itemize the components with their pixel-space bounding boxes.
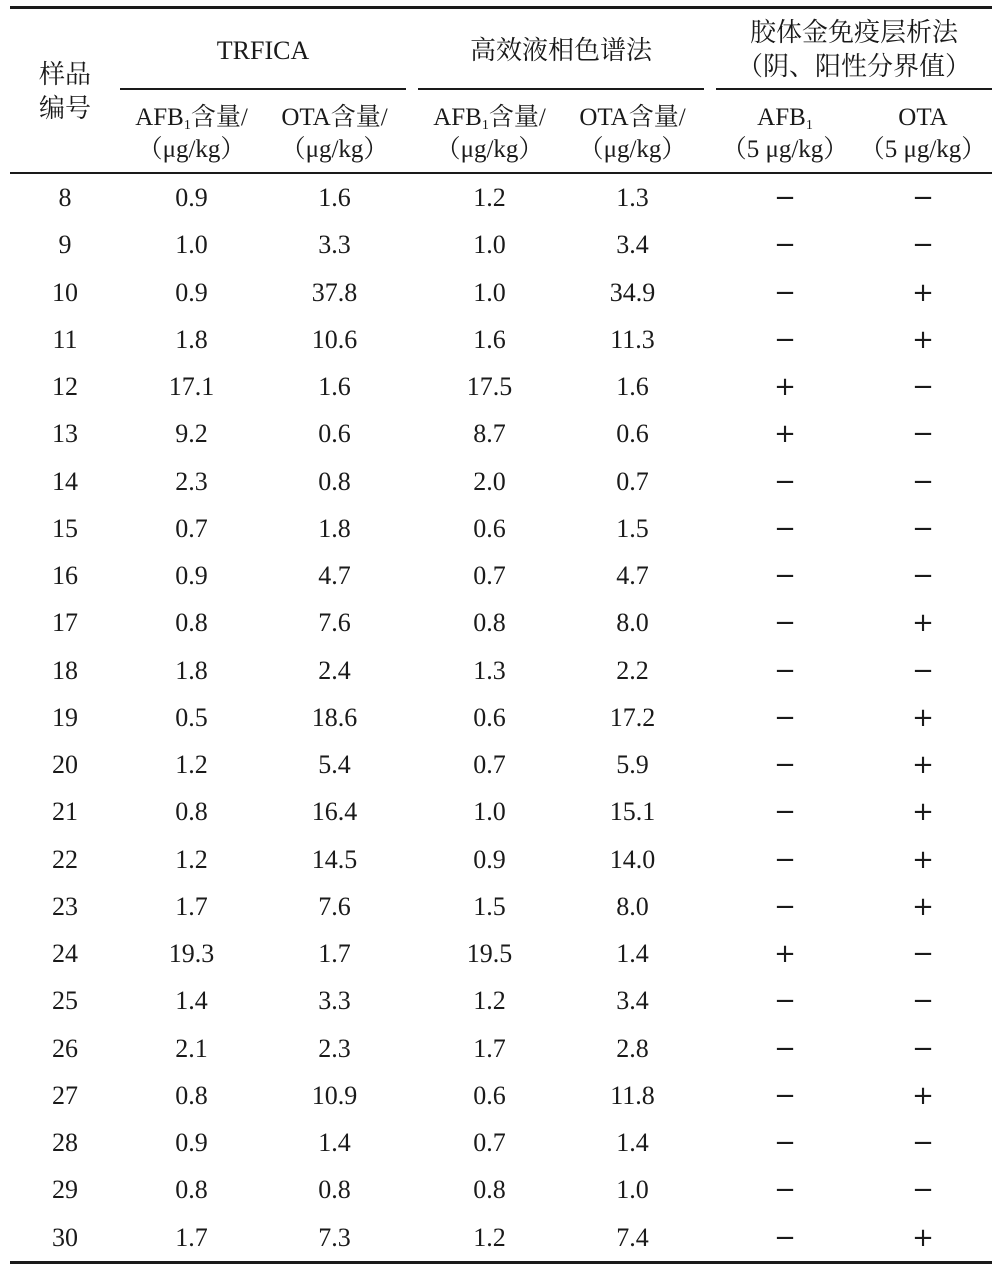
afb-subscript: 1 xyxy=(481,118,489,133)
cell-hplc-afb1: 0.8 xyxy=(473,1175,506,1205)
cell-trfica-afb1: 0.5 xyxy=(175,702,208,732)
cell-gicl-ota: + xyxy=(912,891,934,922)
cell-sample-no: 10 xyxy=(52,277,78,307)
cell-hplc-afb1: 1.2 xyxy=(473,183,506,212)
cell-trfica-afb1: 0.8 xyxy=(175,1175,208,1205)
cell-gicl-afb1: − xyxy=(774,608,796,639)
header-sample-no xyxy=(10,58,120,126)
cell-sample-no: 24 xyxy=(52,939,78,968)
cell-hplc-afb1: 0.6 xyxy=(473,702,506,732)
cell-gicl-ota: − xyxy=(912,230,934,261)
cell-sample-no: 22 xyxy=(52,844,78,874)
cell-hplc-ota: 3.4 xyxy=(616,986,649,1016)
cell-hplc-ota: 1.4 xyxy=(616,939,649,968)
cell-trfica-afb1: 0.7 xyxy=(175,513,208,543)
cell-gicl-ota: − xyxy=(912,1128,934,1158)
cell-hplc-afb1: 0.7 xyxy=(473,561,506,590)
cell-trfica-afb1: 1.8 xyxy=(175,324,208,354)
cell-trfica-ota: 7.3 xyxy=(318,1222,351,1252)
cell-gicl-afb1: − xyxy=(774,1175,796,1206)
cell-trfica-afb1: 0.9 xyxy=(175,277,208,307)
cell-hplc-afb1: 0.7 xyxy=(473,750,506,779)
cell-hplc-afb1: 8.7 xyxy=(473,419,506,449)
cell-sample-no: 16 xyxy=(52,561,78,590)
cell-gicl-ota: + xyxy=(912,702,934,733)
cell-hplc-afb1: 1.3 xyxy=(473,655,506,685)
cell-gicl-ota: − xyxy=(912,466,934,497)
cell-gicl-ota: − xyxy=(912,561,934,591)
cell-hplc-ota: 7.4 xyxy=(616,1222,649,1252)
cell-hplc-ota: 5.9 xyxy=(616,750,649,779)
cell-trfica-ota: 18.6 xyxy=(311,702,358,732)
cell-gicl-afb1: − xyxy=(774,183,796,213)
cell-hplc-afb1: 0.7 xyxy=(473,1128,506,1157)
cell-sample-no: 8 xyxy=(58,183,72,212)
cell-hplc-ota: 1.5 xyxy=(616,513,649,543)
unit-label: （μg/kg） xyxy=(280,136,389,163)
cell-hplc-afb1: 1.0 xyxy=(473,277,506,307)
cell-trfica-ota: 7.6 xyxy=(318,608,351,638)
cell-gicl-afb1: − xyxy=(774,277,796,308)
cell-hplc-afb1: 1.2 xyxy=(473,1222,506,1252)
cell-trfica-ota: 1.6 xyxy=(318,183,351,212)
cell-sample-no: 21 xyxy=(52,797,78,827)
cell-gicl-ota: + xyxy=(912,797,934,828)
cell-gicl-afb1: − xyxy=(774,230,796,261)
cell-hplc-ota: 0.6 xyxy=(616,419,649,449)
cell-gicl-afb1: + xyxy=(774,419,796,450)
cell-gicl-ota: − xyxy=(912,372,934,402)
cell-trfica-ota: 14.5 xyxy=(311,844,358,874)
cell-trfica-ota: 10.6 xyxy=(311,324,358,354)
cell-trfica-ota: 2.3 xyxy=(318,1033,351,1063)
cell-trfica-ota: 1.8 xyxy=(318,513,351,543)
ota-prefix: OTA xyxy=(281,104,331,131)
cell-trfica-ota: 0.6 xyxy=(318,419,351,449)
cell-sample-no: 11 xyxy=(52,324,78,354)
cell-gicl-afb1: − xyxy=(774,513,796,544)
header-gicl-ota xyxy=(854,102,992,166)
cell-trfica-afb1: 1.4 xyxy=(175,986,208,1016)
cell-hplc-ota: 8.0 xyxy=(616,891,649,921)
cell-sample-no: 17 xyxy=(52,608,78,638)
cell-hplc-afb1: 0.8 xyxy=(473,608,506,638)
cell-gicl-ota: − xyxy=(912,183,934,213)
cell-hplc-afb1: 1.2 xyxy=(473,986,506,1016)
cell-gicl-ota: + xyxy=(912,324,934,355)
cell-gicl-afb1: − xyxy=(774,1222,796,1253)
cutoff-unit-label: （5 μg/kg） xyxy=(721,136,849,163)
cell-gicl-ota: − xyxy=(912,939,934,969)
cell-sample-no: 20 xyxy=(52,750,78,779)
cell-gicl-afb1: − xyxy=(774,844,796,875)
content-suffix: 含量/ xyxy=(330,104,388,131)
data-table xyxy=(10,0,992,1270)
cell-hplc-ota: 1.3 xyxy=(616,183,649,212)
cell-sample-no: 25 xyxy=(52,986,78,1016)
cell-trfica-afb1: 2.1 xyxy=(175,1033,208,1063)
cell-gicl-ota: + xyxy=(912,844,934,875)
cell-trfica-afb1: 0.9 xyxy=(175,1128,208,1157)
cell-sample-no: 19 xyxy=(52,702,78,732)
cell-sample-no: 27 xyxy=(52,1080,78,1110)
cell-hplc-ota: 17.2 xyxy=(609,702,656,732)
cell-sample-no: 23 xyxy=(52,891,78,921)
cell-sample-no: 9 xyxy=(58,230,72,260)
cell-sample-no: 30 xyxy=(52,1222,78,1252)
group-underline-hplc xyxy=(418,88,704,90)
cell-trfica-afb1: 1.7 xyxy=(175,1222,208,1252)
cell-gicl-afb1: − xyxy=(774,750,796,780)
cell-hplc-ota: 0.7 xyxy=(616,466,649,496)
cell-sample-no: 26 xyxy=(52,1033,78,1063)
header-trfica-ota xyxy=(263,102,406,166)
cell-gicl-afb1: + xyxy=(774,939,796,969)
ota-prefix: OTA xyxy=(579,104,629,131)
cell-sample-no: 18 xyxy=(52,655,78,685)
cell-hplc-afb1: 0.6 xyxy=(473,513,506,543)
cell-trfica-ota: 2.4 xyxy=(318,655,351,685)
content-suffix: 含量/ xyxy=(190,104,248,131)
cell-hplc-afb1: 17.5 xyxy=(466,372,513,401)
cell-hplc-afb1: 1.5 xyxy=(473,891,506,921)
cell-gicl-ota: − xyxy=(912,986,934,1017)
header-gicl-line1: 胶体金免疫层析法 xyxy=(749,18,958,47)
header-sample-line1: 样品 xyxy=(38,60,91,89)
cell-trfica-afb1: 0.9 xyxy=(175,561,208,590)
header-group-hplc: 高效液相色谱法 xyxy=(469,36,652,65)
cell-trfica-afb1: 1.8 xyxy=(175,655,208,685)
cell-trfica-ota: 0.8 xyxy=(318,466,351,496)
cell-gicl-afb1: + xyxy=(774,372,796,402)
cell-gicl-afb1: − xyxy=(774,891,796,922)
afb-subscript: 1 xyxy=(805,118,813,133)
cell-trfica-ota: 16.4 xyxy=(311,797,358,827)
cell-hplc-afb1: 1.7 xyxy=(473,1033,506,1063)
cell-trfica-afb1: 0.8 xyxy=(175,797,208,827)
cell-trfica-afb1: 17.1 xyxy=(168,372,215,401)
cutoff-unit-label: （5 μg/kg） xyxy=(859,136,987,163)
header-gicl-afb1 xyxy=(716,102,854,166)
cell-gicl-ota: + xyxy=(912,750,934,780)
cell-trfica-afb1: 19.3 xyxy=(168,939,215,968)
header-trfica-afb1 xyxy=(120,102,263,166)
cell-gicl-afb1: − xyxy=(774,655,796,686)
header-gicl-line2: （阴、阳性分界值） xyxy=(736,52,971,81)
cell-gicl-afb1: − xyxy=(774,702,796,733)
cell-gicl-afb1: − xyxy=(774,1033,796,1064)
cell-trfica-afb1: 0.8 xyxy=(175,1080,208,1110)
group-underline-gicl xyxy=(716,88,992,90)
cell-hplc-ota: 11.8 xyxy=(610,1080,655,1110)
cell-hplc-ota: 1.0 xyxy=(616,1175,649,1205)
unit-label: （μg/kg） xyxy=(578,136,687,163)
cell-sample-no: 28 xyxy=(52,1128,78,1157)
cell-sample-no: 12 xyxy=(52,372,78,401)
cell-gicl-afb1: − xyxy=(774,1128,796,1158)
cell-gicl-afb1: − xyxy=(774,466,796,497)
cell-hplc-ota: 14.0 xyxy=(609,844,656,874)
cell-trfica-ota: 3.3 xyxy=(318,230,351,260)
bottom-rule xyxy=(10,1261,992,1264)
cell-hplc-afb1: 1.6 xyxy=(473,324,506,354)
cell-sample-no: 14 xyxy=(52,466,78,496)
cell-trfica-ota: 3.3 xyxy=(318,986,351,1016)
afb-prefix: AFB xyxy=(433,104,482,131)
cell-gicl-ota: − xyxy=(912,1175,934,1206)
cell-trfica-afb1: 1.7 xyxy=(175,891,208,921)
cell-hplc-ota: 2.2 xyxy=(616,655,649,685)
cell-trfica-afb1: 1.2 xyxy=(175,750,208,779)
cell-hplc-afb1: 2.0 xyxy=(473,466,506,496)
cell-trfica-afb1: 2.3 xyxy=(175,466,208,496)
unit-label: （μg/kg） xyxy=(435,136,544,163)
cell-hplc-ota: 3.4 xyxy=(616,230,649,260)
cell-sample-no: 15 xyxy=(52,513,78,543)
cell-hplc-ota: 11.3 xyxy=(610,324,655,354)
cell-hplc-ota: 2.8 xyxy=(616,1033,649,1063)
afb-subscript: 1 xyxy=(183,118,191,133)
cell-hplc-ota: 1.4 xyxy=(616,1128,649,1157)
cell-trfica-ota: 5.4 xyxy=(318,750,351,779)
header-group-trfica: TRFICA xyxy=(216,36,310,65)
cell-hplc-ota: 34.9 xyxy=(609,277,656,307)
cell-hplc-ota: 4.7 xyxy=(616,561,649,590)
cell-gicl-ota: − xyxy=(912,1033,934,1064)
cell-gicl-ota: − xyxy=(912,513,934,544)
cell-trfica-afb1: 1.0 xyxy=(175,230,208,260)
cell-gicl-afb1: − xyxy=(774,1080,796,1111)
cell-sample-no: 29 xyxy=(52,1175,78,1205)
afb-prefix: AFB xyxy=(135,104,184,131)
header-hplc-ota xyxy=(561,102,704,166)
cell-gicl-afb1: − xyxy=(774,797,796,828)
cell-trfica-ota: 1.4 xyxy=(318,1128,351,1157)
cell-trfica-ota: 1.7 xyxy=(318,939,351,968)
cell-trfica-afb1: 9.2 xyxy=(175,419,208,449)
cell-hplc-afb1: 0.6 xyxy=(473,1080,506,1110)
cell-trfica-ota: 7.6 xyxy=(318,891,351,921)
cell-hplc-ota: 1.6 xyxy=(616,372,649,401)
header-bottom-rule xyxy=(10,172,992,174)
cell-trfica-afb1: 0.8 xyxy=(175,608,208,638)
content-suffix: 含量/ xyxy=(628,104,686,131)
cell-trfica-afb1: 1.2 xyxy=(175,844,208,874)
header-hplc-afb1 xyxy=(418,102,561,166)
cell-trfica-ota: 0.8 xyxy=(318,1175,351,1205)
cell-gicl-ota: + xyxy=(912,1222,934,1253)
content-suffix: 含量/ xyxy=(488,104,546,131)
cell-trfica-ota: 4.7 xyxy=(318,561,351,590)
cell-trfica-ota: 1.6 xyxy=(318,372,351,401)
cell-gicl-ota: + xyxy=(912,277,934,308)
cell-gicl-ota: + xyxy=(912,1080,934,1111)
top-rule xyxy=(10,6,992,9)
cell-hplc-ota: 8.0 xyxy=(616,608,649,638)
cell-gicl-ota: + xyxy=(912,608,934,639)
cell-gicl-ota: − xyxy=(912,419,934,450)
cell-trfica-afb1: 0.9 xyxy=(175,183,208,212)
afb-prefix: AFB xyxy=(757,104,806,131)
cell-hplc-afb1: 1.0 xyxy=(473,230,506,260)
ota-prefix: OTA xyxy=(898,104,948,131)
group-underline-trfica xyxy=(120,88,406,90)
cell-hplc-afb1: 0.9 xyxy=(473,844,506,874)
cell-trfica-ota: 37.8 xyxy=(311,277,358,307)
cell-gicl-afb1: − xyxy=(774,986,796,1017)
cell-sample-no: 13 xyxy=(52,419,78,449)
cell-gicl-afb1: − xyxy=(774,561,796,591)
cell-trfica-ota: 10.9 xyxy=(311,1080,358,1110)
cell-gicl-afb1: − xyxy=(774,324,796,355)
header-group-gicl xyxy=(716,16,992,84)
unit-label: （μg/kg） xyxy=(137,136,246,163)
cell-hplc-ota: 15.1 xyxy=(609,797,656,827)
header-sample-line2: 编号 xyxy=(38,94,91,123)
cell-hplc-afb1: 1.0 xyxy=(473,797,506,827)
cell-hplc-afb1: 19.5 xyxy=(466,939,513,968)
cell-gicl-ota: − xyxy=(912,655,934,686)
